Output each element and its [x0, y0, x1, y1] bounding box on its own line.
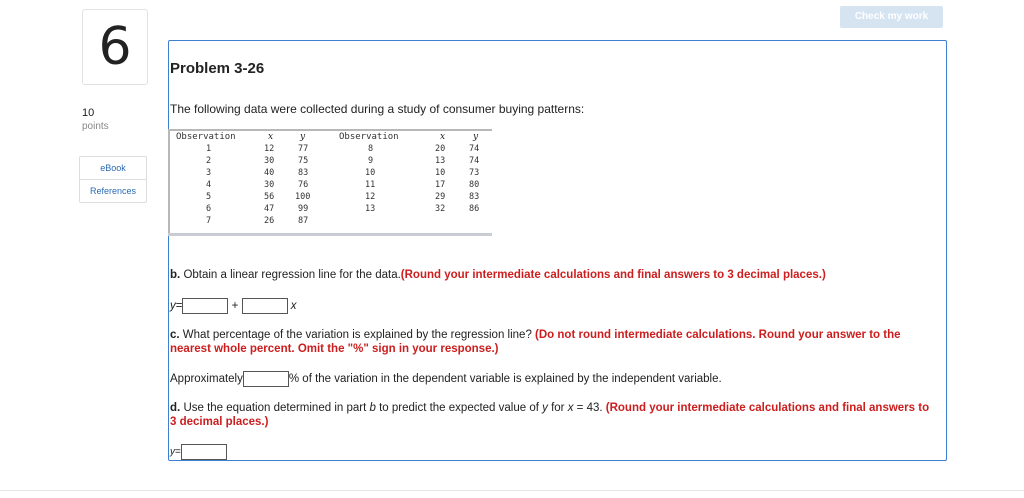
header-observation-right: Observation [339, 132, 399, 142]
prediction-input[interactable] [181, 444, 227, 460]
table-cell: 73 [469, 168, 480, 178]
part-d-eq: = 43. [576, 402, 603, 414]
check-my-work-button[interactable]: Check my work [840, 6, 943, 28]
part-c-text: What percentage of the variation is explained by the regression line? [182, 329, 532, 341]
header-x-right: x [440, 132, 446, 142]
intercept-input[interactable] [182, 298, 228, 314]
header-x-left: x [268, 132, 274, 142]
table-cell: 6 [206, 204, 212, 214]
ebook-button[interactable]: eBook [100, 163, 126, 173]
table-cell: 99 [298, 204, 309, 214]
part-d-equation [170, 444, 227, 460]
part-b-instruction: (Round your intermediate calculations and final answers to 3 decimal places.) [400, 269, 826, 281]
part-b-text: Obtain a linear regression line for the data. [183, 269, 401, 281]
part-d-text-pre: Use the equation determined in part [183, 402, 367, 414]
part-d-instruction: (Round your intermediate calculations and final answers to 3 decimal places.) [170, 402, 930, 428]
table-cell: 30 [264, 180, 275, 190]
table-cell: 13 [435, 156, 446, 166]
table-cell: 80 [469, 180, 480, 190]
part-c-label: c. [170, 329, 180, 341]
page-divider [0, 490, 1024, 491]
table-cell: 10 [365, 168, 376, 178]
eq-x-label: x [290, 300, 297, 313]
part-d-label: d. [170, 402, 181, 414]
question-number: 6 [82, 9, 148, 85]
table-cell: 5 [206, 192, 212, 202]
table-cell: 12 [365, 192, 376, 202]
part-b-equation [170, 298, 297, 314]
references-button[interactable]: References [80, 179, 146, 202]
part-c-answer-line [170, 371, 722, 387]
table-cell: 2 [206, 156, 212, 166]
table-cell: 56 [264, 192, 275, 202]
table-cell: 74 [469, 144, 480, 154]
points-label: points [82, 121, 109, 132]
table-cell: 74 [469, 156, 480, 166]
eq-d-equals: = [175, 446, 181, 458]
eq-equals: = [175, 300, 183, 313]
points-value: 10 [82, 107, 95, 119]
table-cell: 76 [298, 180, 309, 190]
part-d-question [170, 401, 935, 429]
table-cell: 26 [264, 216, 275, 226]
percent-input[interactable] [243, 371, 289, 387]
header-y-right: y [473, 132, 479, 142]
table-cell: 4 [206, 180, 212, 190]
table-cell: 9 [368, 156, 374, 166]
table-cell: 83 [469, 192, 480, 202]
table-cell: 8 [368, 144, 374, 154]
table-cell: 20 [435, 144, 446, 154]
table-cell: 86 [469, 204, 480, 214]
table-cell: 11 [365, 180, 376, 190]
part-d-x: x [567, 402, 574, 414]
part-b-label: b. [170, 269, 181, 281]
eq-y-label: y [170, 300, 176, 313]
eq-d-y-label: y [170, 446, 175, 458]
table-cell: 32 [435, 204, 446, 214]
table-cell: 10 [435, 168, 446, 178]
part-c-instruction: (Do not round intermediate calculations. Round your answer to the nearest whole percent. Omit the "%" sign in your response.) [170, 329, 901, 355]
table-cell: 47 [264, 204, 275, 214]
table-cell: 40 [264, 168, 275, 178]
part-d-for: for [551, 402, 565, 414]
eq-plus: + [231, 300, 239, 313]
problem-intro: The following data were collected during a study of consumer buying patterns: [170, 102, 585, 116]
table-cell: 87 [298, 216, 309, 226]
approximately-label: Approximately [170, 373, 243, 386]
part-c-question [170, 328, 935, 356]
table-cell: 7 [206, 216, 212, 226]
table-cell: 3 [206, 168, 212, 178]
table-cell: 75 [298, 156, 309, 166]
table-cell: 13 [365, 204, 376, 214]
part-d-text-mid: to predict the expected value of [379, 402, 539, 414]
part-b-question [170, 269, 940, 281]
header-observation-left: Observation [176, 132, 236, 142]
sidebar-resources [79, 156, 147, 203]
header-y-left: y [300, 132, 306, 142]
slope-input[interactable] [242, 298, 288, 314]
table-cell: 100 [295, 192, 311, 202]
table-cell: 30 [264, 156, 275, 166]
part-c-suffix: % of the variation in the dependent variable is explained by the independent variable. [288, 373, 722, 386]
table-cell: 17 [435, 180, 446, 190]
problem-title: Problem 3-26 [170, 60, 265, 77]
part-d-y: y [542, 402, 548, 414]
table-cell: 29 [435, 192, 446, 202]
table-cell: 83 [298, 168, 309, 178]
table-cell: 1 [206, 144, 212, 154]
table-cell: 77 [298, 144, 309, 154]
table-cell: 12 [264, 144, 275, 154]
part-d-ref: b [369, 402, 376, 414]
